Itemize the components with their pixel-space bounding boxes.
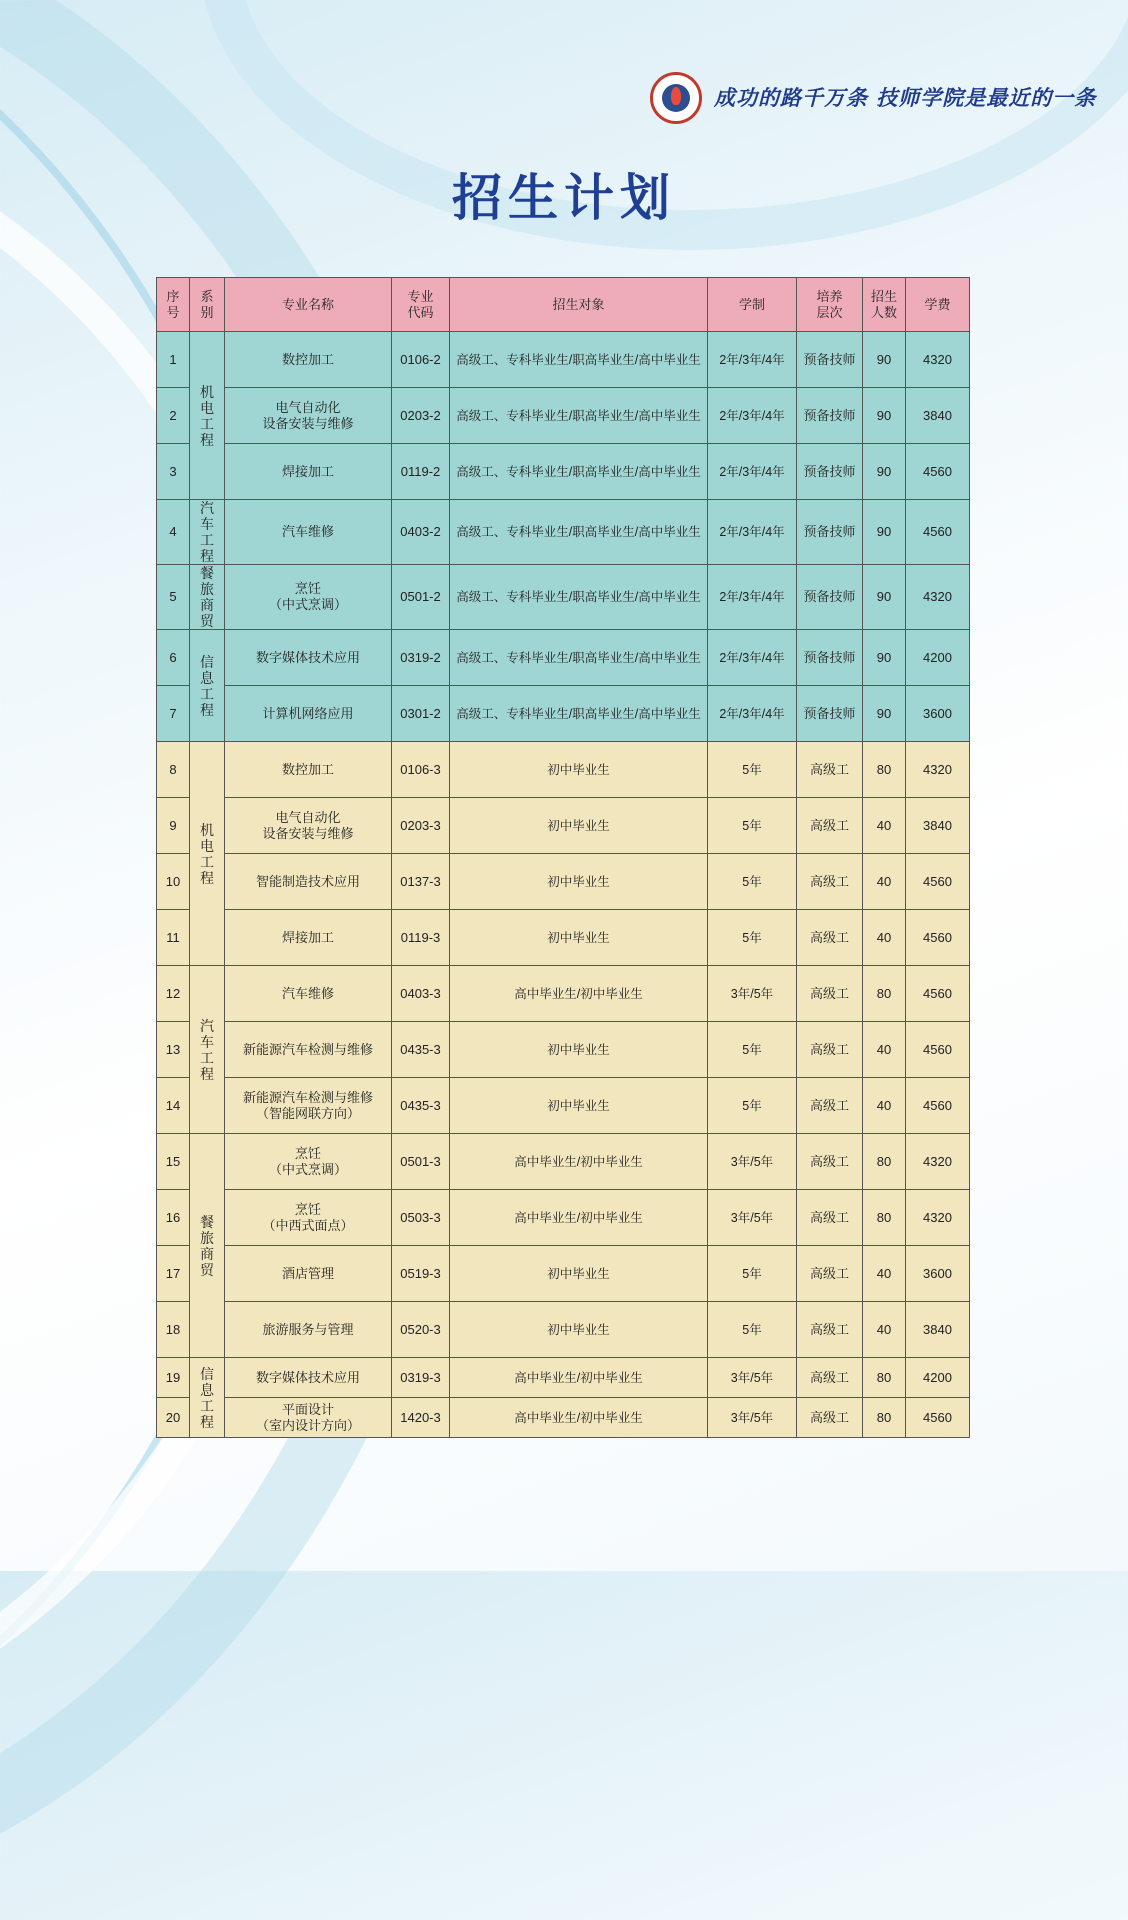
table-row [157, 1302, 970, 1358]
cell-major-code: 0435-3 [392, 1022, 450, 1078]
cell-target: 初中毕业生 [450, 1022, 708, 1078]
page-header [650, 72, 1097, 124]
cell-duration: 5年 [708, 854, 797, 910]
cell-target: 初中毕业生 [450, 1302, 708, 1358]
cell-major-name: 汽车维修 [225, 966, 392, 1022]
cell-major-code: 0203-3 [392, 798, 450, 854]
cell-level: 高级工 [797, 742, 863, 798]
table-row [157, 1246, 970, 1302]
cell-fee: 4560 [906, 910, 970, 966]
table-row [157, 1398, 970, 1438]
cell-target: 初中毕业生 [450, 742, 708, 798]
table-row [157, 966, 970, 1022]
cell-duration: 3年/5年 [708, 1358, 797, 1398]
header-duration: 学制 [708, 278, 797, 332]
cell-count: 40 [863, 910, 906, 966]
cell-target: 初中毕业生 [450, 1078, 708, 1134]
cell-duration: 2年/3年/4年 [708, 565, 797, 630]
cell-major-name: 电气自动化 设备安装与维修 [225, 388, 392, 444]
cell-seq: 18 [157, 1302, 190, 1358]
cell-seq: 15 [157, 1134, 190, 1190]
cell-fee: 4320 [906, 565, 970, 630]
cell-duration: 2年/3年/4年 [708, 686, 797, 742]
cell-major-name: 电气自动化 设备安装与维修 [225, 798, 392, 854]
cell-major-name: 新能源汽车检测与维修 （智能网联方向） [225, 1078, 392, 1134]
table-row [157, 686, 970, 742]
cell-seq: 4 [157, 500, 190, 565]
cell-major-name: 智能制造技术应用 [225, 854, 392, 910]
cell-level: 高级工 [797, 854, 863, 910]
cell-count: 90 [863, 444, 906, 500]
cell-department: 机 电 工 程 [190, 332, 225, 500]
table-row [157, 565, 970, 630]
cell-level: 预备技师 [797, 686, 863, 742]
cell-duration: 2年/3年/4年 [708, 332, 797, 388]
header-target: 招生对象 [450, 278, 708, 332]
cell-target: 高级工、专科毕业生/职高毕业生/高中毕业生 [450, 388, 708, 444]
cell-seq: 10 [157, 854, 190, 910]
cell-target: 高级工、专科毕业生/职高毕业生/高中毕业生 [450, 500, 708, 565]
cell-major-name: 数控加工 [225, 332, 392, 388]
table-row [157, 444, 970, 500]
cell-major-name: 平面设计 （室内设计方向） [225, 1398, 392, 1438]
table-row [157, 1190, 970, 1246]
school-logo-icon [650, 72, 702, 124]
cell-target: 高级工、专科毕业生/职高毕业生/高中毕业生 [450, 565, 708, 630]
cell-major-name: 数字媒体技术应用 [225, 630, 392, 686]
cell-count: 90 [863, 388, 906, 444]
cell-major-name: 烹饪 （中西式面点） [225, 1190, 392, 1246]
cell-seq: 8 [157, 742, 190, 798]
header-code: 专业 代码 [392, 278, 450, 332]
cell-count: 40 [863, 1022, 906, 1078]
cell-level: 高级工 [797, 1398, 863, 1438]
cell-major-code: 0301-2 [392, 686, 450, 742]
cell-seq: 17 [157, 1246, 190, 1302]
cell-fee: 4320 [906, 332, 970, 388]
cell-fee: 4560 [906, 1398, 970, 1438]
cell-major-name: 汽车维修 [225, 500, 392, 565]
cell-major-name: 旅游服务与管理 [225, 1302, 392, 1358]
header-count: 招生 人数 [863, 278, 906, 332]
cell-count: 40 [863, 854, 906, 910]
cell-major-name: 烹饪 （中式烹调） [225, 1134, 392, 1190]
cell-target: 高级工、专科毕业生/职高毕业生/高中毕业生 [450, 444, 708, 500]
cell-fee: 4560 [906, 500, 970, 565]
cell-department: 餐 旅 商 贸 [190, 565, 225, 630]
cell-seq: 16 [157, 1190, 190, 1246]
cell-seq: 1 [157, 332, 190, 388]
table-row [157, 854, 970, 910]
cell-duration: 5年 [708, 742, 797, 798]
cell-level: 高级工 [797, 1022, 863, 1078]
cell-department: 餐 旅 商 贸 [190, 1134, 225, 1358]
cell-target: 高中毕业生/初中毕业生 [450, 1134, 708, 1190]
cell-level: 高级工 [797, 910, 863, 966]
table-row [157, 500, 970, 565]
table-row [157, 1078, 970, 1134]
cell-major-name: 数控加工 [225, 742, 392, 798]
cell-target: 高中毕业生/初中毕业生 [450, 1190, 708, 1246]
cell-duration: 5年 [708, 910, 797, 966]
cell-count: 80 [863, 1190, 906, 1246]
cell-fee: 4560 [906, 966, 970, 1022]
table-row [157, 630, 970, 686]
cell-target: 初中毕业生 [450, 854, 708, 910]
cell-major-code: 0106-2 [392, 332, 450, 388]
cell-major-code: 0503-3 [392, 1190, 450, 1246]
table-row [157, 1134, 970, 1190]
cell-count: 90 [863, 332, 906, 388]
table-row [157, 1022, 970, 1078]
cell-major-code: 0119-3 [392, 910, 450, 966]
cell-count: 80 [863, 1398, 906, 1438]
cell-level: 高级工 [797, 1302, 863, 1358]
cell-count: 40 [863, 1246, 906, 1302]
cell-fee: 3600 [906, 1246, 970, 1302]
cell-level: 预备技师 [797, 500, 863, 565]
cell-level: 高级工 [797, 1190, 863, 1246]
table-row [157, 742, 970, 798]
cell-count: 90 [863, 686, 906, 742]
cell-count: 90 [863, 500, 906, 565]
cell-major-name: 焊接加工 [225, 910, 392, 966]
cell-major-code: 0501-3 [392, 1134, 450, 1190]
cell-target: 高中毕业生/初中毕业生 [450, 1358, 708, 1398]
header-fee: 学费 [906, 278, 970, 332]
cell-seq: 5 [157, 565, 190, 630]
cell-seq: 2 [157, 388, 190, 444]
table-row [157, 798, 970, 854]
cell-duration: 2年/3年/4年 [708, 500, 797, 565]
cell-duration: 5年 [708, 1078, 797, 1134]
cell-count: 80 [863, 966, 906, 1022]
cell-fee: 3840 [906, 798, 970, 854]
cell-level: 高级工 [797, 966, 863, 1022]
cell-major-code: 0119-2 [392, 444, 450, 500]
cell-seq: 6 [157, 630, 190, 686]
cell-count: 80 [863, 742, 906, 798]
cell-target: 高级工、专科毕业生/职高毕业生/高中毕业生 [450, 686, 708, 742]
cell-target: 高中毕业生/初中毕业生 [450, 966, 708, 1022]
cell-major-code: 0501-2 [392, 565, 450, 630]
page-title: 招生计划 [452, 169, 676, 227]
cell-duration: 3年/5年 [708, 966, 797, 1022]
cell-duration: 3年/5年 [708, 1134, 797, 1190]
cell-target: 高中毕业生/初中毕业生 [450, 1398, 708, 1438]
header-name: 专业名称 [225, 278, 392, 332]
cell-fee: 3600 [906, 686, 970, 742]
table-row [157, 1358, 970, 1398]
cell-target: 高级工、专科毕业生/职高毕业生/高中毕业生 [450, 630, 708, 686]
cell-level: 高级工 [797, 1134, 863, 1190]
cell-target: 初中毕业生 [450, 910, 708, 966]
cell-seq: 20 [157, 1398, 190, 1438]
cell-major-code: 1420-3 [392, 1398, 450, 1438]
cell-count: 80 [863, 1134, 906, 1190]
cell-duration: 5年 [708, 1022, 797, 1078]
cell-major-name: 计算机网络应用 [225, 686, 392, 742]
table-row [157, 388, 970, 444]
header-dept: 系 别 [190, 278, 225, 332]
cell-fee: 4320 [906, 742, 970, 798]
cell-fee: 4560 [906, 1022, 970, 1078]
cell-count: 80 [863, 1358, 906, 1398]
cell-fee: 4320 [906, 1190, 970, 1246]
cell-major-code: 0106-3 [392, 742, 450, 798]
cell-seq: 3 [157, 444, 190, 500]
table-row [157, 910, 970, 966]
cell-fee: 4560 [906, 854, 970, 910]
cell-duration: 2年/3年/4年 [708, 630, 797, 686]
cell-major-code: 0519-3 [392, 1246, 450, 1302]
cell-level: 预备技师 [797, 630, 863, 686]
cell-duration: 2年/3年/4年 [708, 388, 797, 444]
cell-seq: 7 [157, 686, 190, 742]
cell-major-code: 0137-3 [392, 854, 450, 910]
cell-major-name: 酒店管理 [225, 1246, 392, 1302]
cell-major-name: 焊接加工 [225, 444, 392, 500]
cell-duration: 5年 [708, 1302, 797, 1358]
cell-count: 40 [863, 1078, 906, 1134]
cell-duration: 5年 [708, 798, 797, 854]
cell-level: 预备技师 [797, 388, 863, 444]
table-header-row [157, 278, 970, 332]
cell-fee: 3840 [906, 1302, 970, 1358]
cell-seq: 19 [157, 1358, 190, 1398]
cell-major-name: 数字媒体技术应用 [225, 1358, 392, 1398]
cell-department: 信 息 工 程 [190, 630, 225, 742]
cell-fee: 3840 [906, 388, 970, 444]
cell-fee: 4560 [906, 444, 970, 500]
header-seq: 序 号 [157, 278, 190, 332]
cell-count: 40 [863, 798, 906, 854]
cell-duration: 3年/5年 [708, 1398, 797, 1438]
cell-duration: 5年 [708, 1246, 797, 1302]
cell-level: 高级工 [797, 1358, 863, 1398]
cell-department: 汽 车 工 程 [190, 966, 225, 1134]
cell-duration: 2年/3年/4年 [708, 444, 797, 500]
cell-fee: 4200 [906, 630, 970, 686]
cell-target: 高级工、专科毕业生/职高毕业生/高中毕业生 [450, 332, 708, 388]
cell-seq: 14 [157, 1078, 190, 1134]
cell-department: 机 电 工 程 [190, 742, 225, 966]
cell-target: 初中毕业生 [450, 798, 708, 854]
cell-seq: 11 [157, 910, 190, 966]
header-level: 培养 层次 [797, 278, 863, 332]
cell-major-name: 新能源汽车检测与维修 [225, 1022, 392, 1078]
cell-fee: 4200 [906, 1358, 970, 1398]
cell-count: 90 [863, 630, 906, 686]
cell-major-code: 0520-3 [392, 1302, 450, 1358]
cell-department: 汽 车 工 程 [190, 500, 225, 565]
cell-seq: 9 [157, 798, 190, 854]
cell-major-code: 0435-3 [392, 1078, 450, 1134]
cell-count: 90 [863, 565, 906, 630]
enrollment-plan-table [156, 277, 970, 1438]
cell-seq: 13 [157, 1022, 190, 1078]
cell-seq: 12 [157, 966, 190, 1022]
table-row [157, 332, 970, 388]
cell-fee: 4320 [906, 1134, 970, 1190]
cell-level: 预备技师 [797, 444, 863, 500]
cell-fee: 4560 [906, 1078, 970, 1134]
cell-duration: 3年/5年 [708, 1190, 797, 1246]
cell-major-code: 0203-2 [392, 388, 450, 444]
cell-major-name: 烹饪 （中式烹调） [225, 565, 392, 630]
slogan: 成功的路千万条 技师学院是最近的一条 [714, 85, 1097, 110]
cell-count: 40 [863, 1302, 906, 1358]
cell-level: 预备技师 [797, 565, 863, 630]
cell-level: 高级工 [797, 798, 863, 854]
cell-major-code: 0403-3 [392, 966, 450, 1022]
cell-major-code: 0403-2 [392, 500, 450, 565]
cell-department: 信 息 工 程 [190, 1358, 225, 1438]
cell-major-code: 0319-2 [392, 630, 450, 686]
cell-target: 初中毕业生 [450, 1246, 708, 1302]
cell-major-code: 0319-3 [392, 1358, 450, 1398]
cell-level: 预备技师 [797, 332, 863, 388]
cell-level: 高级工 [797, 1078, 863, 1134]
cell-level: 高级工 [797, 1246, 863, 1302]
